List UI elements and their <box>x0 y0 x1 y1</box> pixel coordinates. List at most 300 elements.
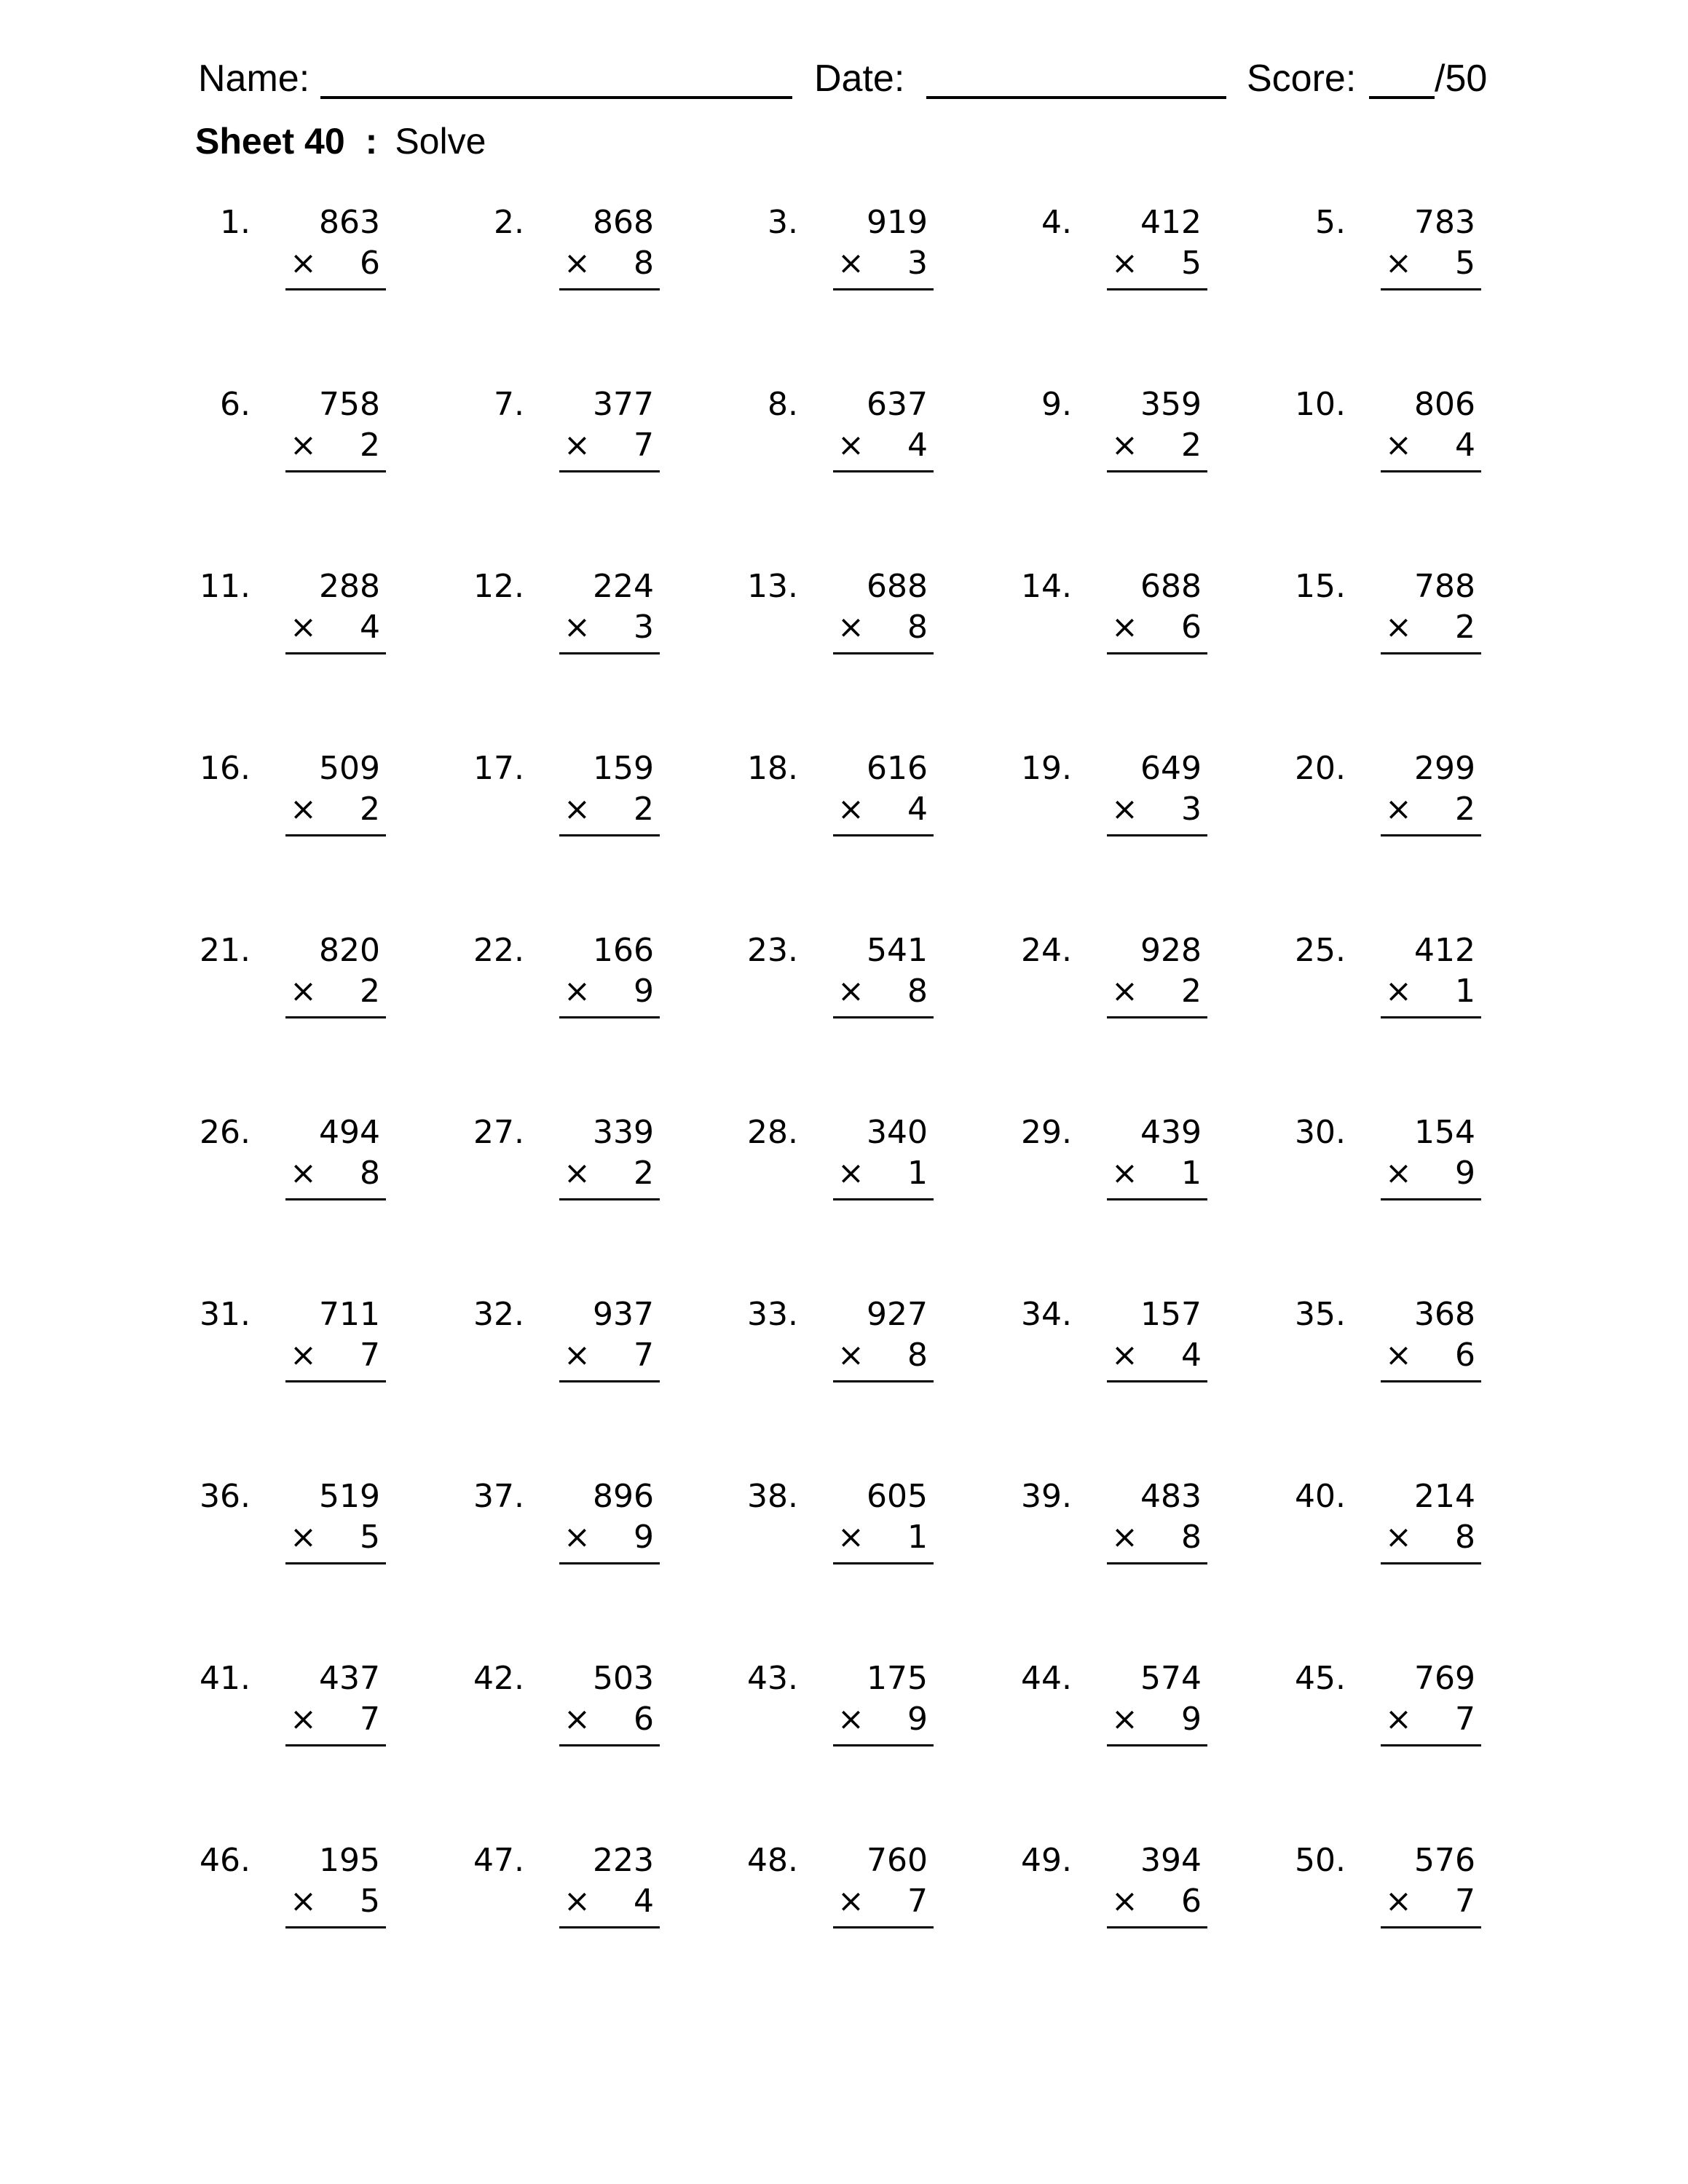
multiplicand: 439 <box>1140 1114 1202 1151</box>
multiplier: 7 <box>360 1701 380 1738</box>
multiplier: 2 <box>1181 973 1202 1010</box>
answer-line[interactable] <box>559 1380 660 1382</box>
problem <box>472 1840 661 1942</box>
multiplier: 7 <box>907 1883 928 1920</box>
multiplicand: 368 <box>1414 1296 1475 1333</box>
problem-number: 44. <box>1021 1660 1072 1697</box>
answer-line[interactable] <box>285 1380 386 1382</box>
multiplicand: 166 <box>593 932 654 969</box>
problem <box>198 1840 387 1942</box>
multiplicand: 159 <box>593 750 654 787</box>
multiplicand: 783 <box>1414 204 1475 241</box>
multiplier: 2 <box>360 791 380 828</box>
problem-number: 4. <box>1041 204 1072 241</box>
problem <box>1293 1294 1483 1396</box>
problem-number: 8. <box>768 386 798 423</box>
answer-line[interactable] <box>1381 1926 1481 1928</box>
multiply-sign: × <box>1385 245 1412 282</box>
problem-number: 34. <box>1021 1296 1072 1333</box>
multiplier: 3 <box>634 609 654 646</box>
multiplier: 6 <box>634 1701 654 1738</box>
multiply-sign: × <box>1385 973 1412 1010</box>
multiply-sign: × <box>290 1701 317 1738</box>
answer-line[interactable] <box>1381 1562 1481 1564</box>
multiplier: 2 <box>1455 609 1475 646</box>
problem <box>1293 1476 1483 1578</box>
problem <box>198 1112 387 1214</box>
problem <box>1293 1840 1483 1942</box>
multiply-sign: × <box>564 1337 591 1374</box>
multiplicand: 868 <box>593 204 654 241</box>
multiplier: 9 <box>1181 1701 1202 1738</box>
multiplicand: 154 <box>1414 1114 1475 1151</box>
multiplicand: 299 <box>1414 750 1475 787</box>
multiply-sign: × <box>564 1519 591 1556</box>
answer-line[interactable] <box>833 1744 934 1746</box>
multiply-sign: × <box>564 791 591 828</box>
multiply-sign: × <box>290 609 317 646</box>
multiplier: 4 <box>360 609 380 646</box>
multiplier: 4 <box>1455 427 1475 464</box>
multiplier: 8 <box>907 973 928 1010</box>
multiply-sign: × <box>290 1519 317 1556</box>
multiply-sign: × <box>290 1155 317 1192</box>
multiply-sign: × <box>1385 1701 1412 1738</box>
answer-line[interactable] <box>1381 1016 1481 1018</box>
multiplicand: 494 <box>319 1114 380 1151</box>
problem <box>1293 1112 1483 1214</box>
problem <box>1019 1294 1209 1396</box>
problem-number: 24. <box>1021 932 1072 969</box>
sheet-heading <box>195 119 486 163</box>
multiply-sign: × <box>564 609 591 646</box>
problem-number: 38. <box>747 1478 798 1515</box>
multiply-sign: × <box>1385 609 1412 646</box>
multiplier: 3 <box>1181 791 1202 828</box>
answer-line[interactable] <box>285 1926 386 1928</box>
problem-number: 5. <box>1315 204 1346 241</box>
multiplier: 7 <box>634 427 654 464</box>
answer-line[interactable] <box>559 1562 660 1564</box>
date-field-line[interactable] <box>926 96 1226 99</box>
multiply-sign: × <box>1111 1701 1138 1738</box>
multiply-sign: × <box>290 791 317 828</box>
multiplier: 8 <box>907 609 928 646</box>
multiply-sign: × <box>290 245 317 282</box>
problem-number: 21. <box>200 932 251 969</box>
multiplicand: 175 <box>867 1660 928 1697</box>
answer-line[interactable] <box>559 652 660 654</box>
multiply-sign: × <box>837 1701 864 1738</box>
problem-number: 42. <box>473 1660 524 1697</box>
answer-line[interactable] <box>1107 470 1207 472</box>
answer-line[interactable] <box>1107 1198 1207 1200</box>
problem <box>1293 566 1483 668</box>
problem-number: 30. <box>1295 1114 1346 1151</box>
multiplier: 6 <box>360 245 380 282</box>
multiplier: 4 <box>907 427 928 464</box>
answer-line[interactable] <box>1381 1380 1481 1382</box>
answer-line[interactable] <box>285 834 386 836</box>
problem-number: 18. <box>747 750 798 787</box>
problem <box>746 930 935 1032</box>
multiplicand: 541 <box>867 932 928 969</box>
multiply-sign: × <box>290 1337 317 1374</box>
multiplier: 7 <box>634 1337 654 1374</box>
problem-number: 41. <box>200 1660 251 1697</box>
problem-number: 39. <box>1021 1478 1072 1515</box>
answer-line[interactable] <box>833 1380 934 1382</box>
problem-number: 7. <box>494 386 524 423</box>
answer-line[interactable] <box>1381 1744 1481 1746</box>
multiplicand: 340 <box>867 1114 928 1151</box>
problem <box>1293 384 1483 486</box>
problem-number: 47. <box>473 1842 524 1879</box>
problem <box>1019 202 1209 304</box>
answer-line[interactable] <box>285 1016 386 1018</box>
multiplicand: 224 <box>593 568 654 605</box>
problem-number: 15. <box>1295 568 1346 605</box>
multiplier: 4 <box>1181 1337 1202 1374</box>
problem-number: 12. <box>473 568 524 605</box>
multiplier: 9 <box>634 1519 654 1556</box>
multiplicand: 483 <box>1140 1478 1202 1515</box>
multiplier: 1 <box>1455 973 1475 1010</box>
answer-line[interactable] <box>833 1016 934 1018</box>
answer-line[interactable] <box>1107 1380 1207 1382</box>
problem-number: 48. <box>747 1842 798 1879</box>
multiplier: 2 <box>634 791 654 828</box>
problem-number: 46. <box>200 1842 251 1879</box>
multiplicand: 437 <box>319 1660 380 1697</box>
multiplicand: 711 <box>319 1296 380 1333</box>
problem <box>198 202 387 304</box>
multiplier: 5 <box>1181 245 1202 282</box>
problem-number: 35. <box>1295 1296 1346 1333</box>
sheet-title: Sheet 40 <box>195 121 345 162</box>
multiplicand: 919 <box>867 204 928 241</box>
answer-line[interactable] <box>1107 1744 1207 1746</box>
multiply-sign: × <box>837 245 864 282</box>
multiply-sign: × <box>564 427 591 464</box>
multiply-sign: × <box>1385 427 1412 464</box>
problem <box>1019 566 1209 668</box>
answer-line[interactable] <box>285 288 386 290</box>
answer-line[interactable] <box>833 470 934 472</box>
problem <box>472 1294 661 1396</box>
multiplier: 9 <box>1455 1155 1475 1192</box>
multiplicand: 195 <box>319 1842 380 1879</box>
problem <box>198 1476 387 1578</box>
answer-line[interactable] <box>285 1744 386 1746</box>
problem <box>472 748 661 850</box>
answer-line[interactable] <box>1107 834 1207 836</box>
multiplicand: 616 <box>867 750 928 787</box>
answer-line[interactable] <box>1107 1926 1207 1928</box>
multiply-sign: × <box>290 973 317 1010</box>
problem-number: 6. <box>220 386 251 423</box>
multiply-sign: × <box>1111 1883 1138 1920</box>
multiplier: 6 <box>1181 609 1202 646</box>
problem <box>746 1840 935 1942</box>
multiplicand: 223 <box>593 1842 654 1879</box>
problem-number: 17. <box>473 750 524 787</box>
multiplier: 1 <box>1181 1155 1202 1192</box>
problem-number: 23. <box>747 932 798 969</box>
multiply-sign: × <box>1111 791 1138 828</box>
problem <box>746 748 935 850</box>
multiplicand: 769 <box>1414 1660 1475 1697</box>
problem <box>472 566 661 668</box>
multiply-sign: × <box>564 973 591 1010</box>
answer-line[interactable] <box>1107 288 1207 290</box>
multiplier: 6 <box>1181 1883 1202 1920</box>
problem <box>746 1294 935 1396</box>
multiplier: 8 <box>1181 1519 1202 1556</box>
multiplier: 2 <box>360 973 380 1010</box>
problem-number: 13. <box>747 568 798 605</box>
problem <box>198 566 387 668</box>
problem <box>1293 748 1483 850</box>
problem-number: 10. <box>1295 386 1346 423</box>
answer-line[interactable] <box>1381 470 1481 472</box>
problem-number: 37. <box>473 1478 524 1515</box>
multiplicand: 509 <box>319 750 380 787</box>
answer-line[interactable] <box>833 288 934 290</box>
problem-number: 45. <box>1295 1660 1346 1697</box>
answer-line[interactable] <box>1381 288 1481 290</box>
multiply-sign: × <box>837 1883 864 1920</box>
multiplicand: 377 <box>593 386 654 423</box>
answer-line[interactable] <box>559 288 660 290</box>
multiplier: 8 <box>907 1337 928 1374</box>
multiplier: 5 <box>360 1519 380 1556</box>
multiplier: 1 <box>907 1519 928 1556</box>
problem <box>746 1476 935 1578</box>
multiplier: 6 <box>1455 1337 1475 1374</box>
answer-line[interactable] <box>833 1562 934 1564</box>
answer-line[interactable] <box>1107 1016 1207 1018</box>
answer-line[interactable] <box>559 470 660 472</box>
multiply-sign: × <box>837 1519 864 1556</box>
multiplicand: 806 <box>1414 386 1475 423</box>
multiplier: 4 <box>634 1883 654 1920</box>
answer-line[interactable] <box>833 1926 934 1928</box>
multiply-sign: × <box>1111 609 1138 646</box>
multiplicand: 649 <box>1140 750 1202 787</box>
multiplicand: 937 <box>593 1296 654 1333</box>
problem <box>746 202 935 304</box>
multiplicand: 157 <box>1140 1296 1202 1333</box>
problem <box>198 930 387 1032</box>
problem-number: 43. <box>747 1660 798 1697</box>
multiplier: 2 <box>360 427 380 464</box>
multiplicand: 863 <box>319 204 380 241</box>
multiplicand: 339 <box>593 1114 654 1151</box>
multiplier: 8 <box>634 245 654 282</box>
multiplier: 7 <box>1455 1883 1475 1920</box>
answer-line[interactable] <box>559 1744 660 1746</box>
multiplicand: 412 <box>1414 932 1475 969</box>
multiply-sign: × <box>290 427 317 464</box>
answer-line[interactable] <box>833 652 934 654</box>
multiplicand: 574 <box>1140 1660 1202 1697</box>
multiply-sign: × <box>1111 1337 1138 1374</box>
multiplier: 8 <box>360 1155 380 1192</box>
answer-line[interactable] <box>285 1198 386 1200</box>
problem <box>198 384 387 486</box>
multiply-sign: × <box>1385 1337 1412 1374</box>
multiplier: 7 <box>1455 1701 1475 1738</box>
answer-line[interactable] <box>1381 1198 1481 1200</box>
problem-number: 14. <box>1021 568 1072 605</box>
score-total: /50 <box>1435 58 1488 100</box>
problem <box>746 1658 935 1760</box>
multiply-sign: × <box>837 1337 864 1374</box>
problem <box>746 1112 935 1214</box>
multiply-sign: × <box>837 427 864 464</box>
multiplicand: 394 <box>1140 1842 1202 1879</box>
multiplicand: 688 <box>1140 568 1202 605</box>
problem-number: 40. <box>1295 1478 1346 1515</box>
problem <box>746 566 935 668</box>
problem <box>1019 930 1209 1032</box>
multiplicand: 412 <box>1140 204 1202 241</box>
multiply-sign: × <box>1111 1155 1138 1192</box>
problem-number: 28. <box>747 1114 798 1151</box>
multiplicand: 288 <box>319 568 380 605</box>
problem <box>746 384 935 486</box>
multiply-sign: × <box>564 245 591 282</box>
problem-number: 22. <box>473 932 524 969</box>
multiply-sign: × <box>1111 427 1138 464</box>
problem-number: 50. <box>1295 1842 1346 1879</box>
problem-number: 31. <box>200 1296 251 1333</box>
multiplicand: 519 <box>319 1478 380 1515</box>
multiplier: 4 <box>907 791 928 828</box>
multiply-sign: × <box>1111 1519 1138 1556</box>
multiplier: 8 <box>1455 1519 1475 1556</box>
problem-number: 36. <box>200 1478 251 1515</box>
answer-line[interactable] <box>1381 652 1481 654</box>
multiplier: 5 <box>1455 245 1475 282</box>
multiplicand: 576 <box>1414 1842 1475 1879</box>
problem <box>1019 384 1209 486</box>
date-label: Date: <box>814 58 905 100</box>
multiplier: 9 <box>907 1701 928 1738</box>
problem-number: 19. <box>1021 750 1072 787</box>
multiplier: 3 <box>907 245 928 282</box>
problem-number: 27. <box>473 1114 524 1151</box>
problem <box>472 1112 661 1214</box>
problem-number: 20. <box>1295 750 1346 787</box>
multiply-sign: × <box>837 791 864 828</box>
multiplier: 9 <box>634 973 654 1010</box>
multiply-sign: × <box>837 609 864 646</box>
problem <box>1019 1476 1209 1578</box>
answer-line[interactable] <box>559 1198 660 1200</box>
multiplier: 2 <box>1455 791 1475 828</box>
problem <box>1019 1112 1209 1214</box>
multiplier: 2 <box>1181 427 1202 464</box>
sheet-instruction: Solve <box>395 121 486 162</box>
multiply-sign: × <box>1385 1155 1412 1192</box>
answer-line[interactable] <box>833 1198 934 1200</box>
problem <box>1019 1658 1209 1760</box>
multiply-sign: × <box>1111 973 1138 1010</box>
answer-line[interactable] <box>559 1016 660 1018</box>
problem <box>472 384 661 486</box>
answer-line[interactable] <box>285 1562 386 1564</box>
multiplicand: 928 <box>1140 932 1202 969</box>
problem <box>198 748 387 850</box>
problem <box>198 1294 387 1396</box>
multiplicand: 758 <box>319 386 380 423</box>
answer-line[interactable] <box>1107 652 1207 654</box>
answer-line[interactable] <box>285 470 386 472</box>
problem-number: 32. <box>473 1296 524 1333</box>
problem-number: 29. <box>1021 1114 1072 1151</box>
problem <box>1293 1658 1483 1760</box>
multiplicand: 605 <box>867 1478 928 1515</box>
multiplicand: 896 <box>593 1478 654 1515</box>
problem-number: 9. <box>1041 386 1072 423</box>
problem <box>472 1476 661 1578</box>
multiplicand: 688 <box>867 568 928 605</box>
answer-line[interactable] <box>559 834 660 836</box>
name-label: Name: <box>198 58 310 100</box>
problem-number: 1. <box>220 204 251 241</box>
multiplicand: 788 <box>1414 568 1475 605</box>
multiply-sign: × <box>564 1155 591 1192</box>
multiplicand: 760 <box>867 1842 928 1879</box>
problem-number: 49. <box>1021 1842 1072 1879</box>
multiply-sign: × <box>1385 1883 1412 1920</box>
multiplier: 2 <box>634 1155 654 1192</box>
score-field-line[interactable] <box>1369 96 1435 99</box>
sheet-separator: : <box>365 121 378 162</box>
problem-number: 11. <box>200 568 251 605</box>
problem <box>1293 930 1483 1032</box>
problem <box>472 930 661 1032</box>
multiply-sign: × <box>1385 791 1412 828</box>
multiplicand: 359 <box>1140 386 1202 423</box>
multiply-sign: × <box>564 1701 591 1738</box>
answer-line[interactable] <box>1381 834 1481 836</box>
multiply-sign: × <box>564 1883 591 1920</box>
problem <box>1019 1840 1209 1942</box>
name-field-line[interactable] <box>320 96 792 99</box>
multiplicand: 503 <box>593 1660 654 1697</box>
answer-line[interactable] <box>1107 1562 1207 1564</box>
answer-line[interactable] <box>285 652 386 654</box>
problem-number: 2. <box>494 204 524 241</box>
problem <box>198 1658 387 1760</box>
answer-line[interactable] <box>833 834 934 836</box>
answer-line[interactable] <box>559 1926 660 1928</box>
problem-number: 16. <box>200 750 251 787</box>
multiply-sign: × <box>1111 245 1138 282</box>
multiplicand: 820 <box>319 932 380 969</box>
multiplicand: 214 <box>1414 1478 1475 1515</box>
multiply-sign: × <box>837 973 864 1010</box>
problem-number: 33. <box>747 1296 798 1333</box>
problem <box>472 202 661 304</box>
multiplier: 1 <box>907 1155 928 1192</box>
problem <box>1019 748 1209 850</box>
problem-number: 3. <box>768 204 798 241</box>
multiplicand: 637 <box>867 386 928 423</box>
